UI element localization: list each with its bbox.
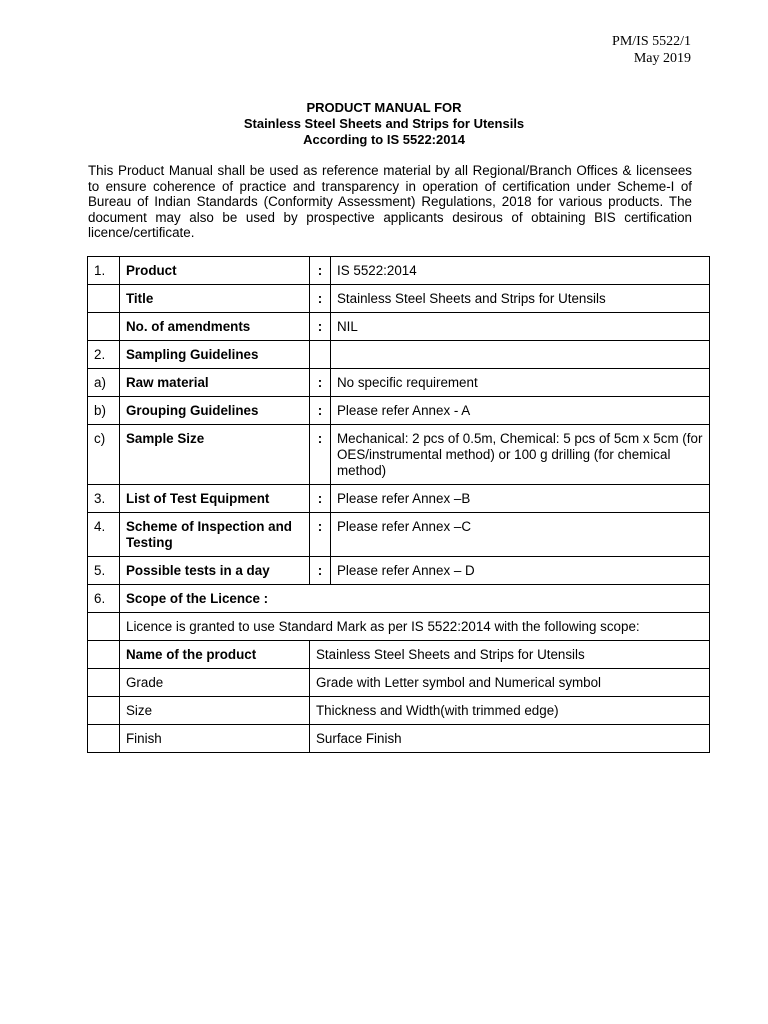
row-label: Name of the product [120,641,310,669]
row-value: Stainless Steel Sheets and Strips for Utensils [310,641,710,669]
table-row [88,697,710,725]
colon-separator: : [310,557,331,585]
row-value: IS 5522:2014 [331,257,710,285]
table-row [88,557,710,585]
colon-separator: : [310,285,331,313]
table-row [88,425,710,485]
row-number [88,613,120,641]
doc-ref-number: PM/IS 5522/1 [612,34,691,49]
row-number: 5. [88,557,120,585]
row-number: 3. [88,485,120,513]
row-number [88,313,120,341]
row-label: Grouping Guidelines [120,397,310,425]
row-number [88,697,120,725]
row-label: Scheme of Inspection and Testing [120,513,310,557]
table-row [88,585,710,613]
intro-paragraph: This Product Manual shall be used as reference material by all Regional/Branch Offices & licensees to ensure coherence of practice and transparency in operation of certification under Scheme-I of Bureau of Indian Standards (Conformity Assessment) Regulations, 2018 for various products. The document may also be used by prospective applicants desirous of obtaining BIS certification licence/certificate. [88,163,692,241]
table-row [88,669,710,697]
row-number: 4. [88,513,120,557]
table-row [88,513,710,557]
empty-cell [310,341,331,369]
row-label: Sampling Guidelines [120,341,310,369]
row-number [88,725,120,753]
row-label: No. of amendments [120,313,310,341]
document-title [0,100,768,148]
row-value: Thickness and Width(with trimmed edge) [310,697,710,725]
row-label: List of Test Equipment [120,485,310,513]
title-line-2: Stainless Steel Sheets and Strips for Utensils [243,116,525,131]
table-row [88,313,710,341]
row-number: 1. [88,257,120,285]
table-row [88,285,710,313]
row-number [88,641,120,669]
row-label: Size [120,697,310,725]
row-value: Please refer Annex - A [331,397,710,425]
row-number: a) [88,369,120,397]
row-value: Please refer Annex –B [331,485,710,513]
row-label: Finish [120,725,310,753]
row-label: Possible tests in a day [120,557,310,585]
row-value: Mechanical: 2 pcs of 0.5m, Chemical: 5 pcs of 5cm x 5cm (for OES/instrumental method) or 100 g drilling (for chemical method) [331,425,710,485]
row-number: 2. [88,341,120,369]
colon-separator: : [310,397,331,425]
empty-cell [331,341,710,369]
table-row [88,369,710,397]
row-label: Product [120,257,310,285]
row-value: Grade with Letter symbol and Numerical symbol [310,669,710,697]
scope-statement: Licence is granted to use Standard Mark as per IS 5522:2014 with the following scope: [120,613,710,641]
product-manual-table [87,256,710,753]
row-label: Title [120,285,310,313]
row-value: No specific requirement [331,369,710,397]
row-label: Scope of the Licence : [120,585,710,613]
row-value: Surface Finish [310,725,710,753]
table-row [88,613,710,641]
row-number: b) [88,397,120,425]
row-number [88,285,120,313]
row-number [88,669,120,697]
table-row [88,397,710,425]
colon-separator: : [310,425,331,485]
row-value: Please refer Annex –C [331,513,710,557]
colon-separator: : [310,257,331,285]
table-row [88,341,710,369]
row-label: Sample Size [120,425,310,485]
colon-separator: : [310,369,331,397]
table-row [88,485,710,513]
title-line-1: PRODUCT MANUAL FOR [306,100,462,115]
title-line-3: According to IS 5522:2014 [303,132,465,147]
document-reference [612,33,691,67]
row-number: c) [88,425,120,485]
row-label: Raw material [120,369,310,397]
row-value: NIL [331,313,710,341]
doc-date: May 2019 [633,51,691,66]
table-row [88,641,710,669]
table-row [88,257,710,285]
row-label: Grade [120,669,310,697]
row-number: 6. [88,585,120,613]
table-row [88,725,710,753]
colon-separator: : [310,485,331,513]
row-value: Please refer Annex – D [331,557,710,585]
colon-separator: : [310,513,331,557]
row-value: Stainless Steel Sheets and Strips for Utensils [331,285,710,313]
colon-separator: : [310,313,331,341]
